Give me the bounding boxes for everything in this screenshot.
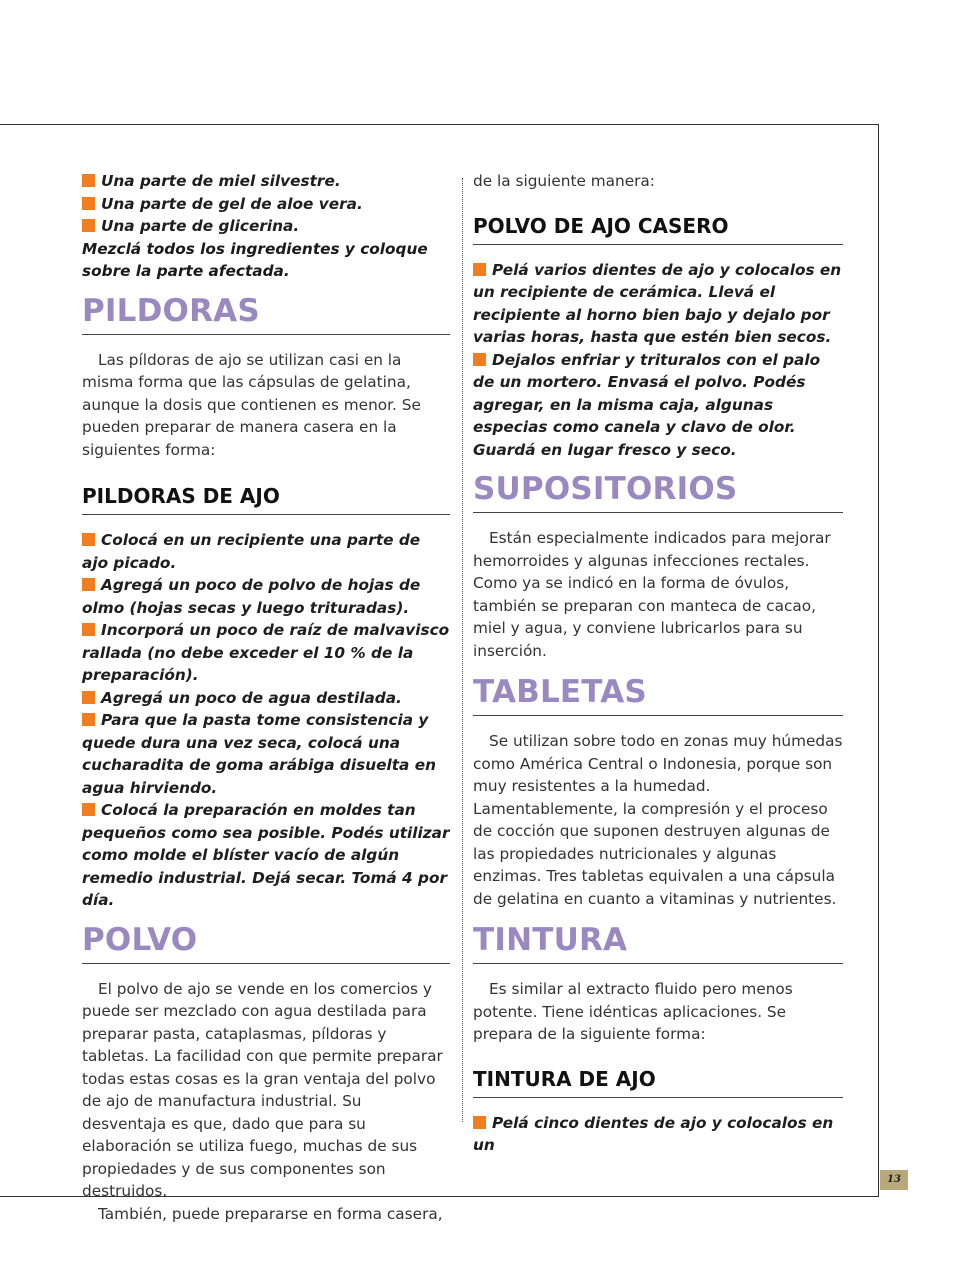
square-bullet-icon: [82, 578, 95, 591]
square-bullet-icon: [473, 353, 486, 366]
section-title-pildoras: PILDORAS: [82, 293, 450, 335]
subsection-title-tintura-de-ajo: TINTURA DE AJO: [473, 1066, 843, 1098]
continued-text: de la siguiente manera:: [473, 172, 655, 190]
list-item: Una parte de miel silvestre.: [82, 170, 450, 193]
list-item: Para que la pasta tome consistencia y quede dura una vez seca, colocá una cucharadita de goma arábiga disuelta en agua hirviendo.: [82, 711, 436, 797]
supositorios-paragraph: Están especialmente indicados para mejorar hemorroides y algunas infecciones rectales. Como ya se indicó en la forma de óvulos, también se preparan con manteca de cacao, miel y agua, y conviene lubricarlos para su inserción.: [473, 529, 831, 660]
square-bullet-icon: [82, 691, 95, 704]
pildoras-paragraph: Las píldoras de ajo se utilizan casi en la misma forma que las cápsulas de gelatina, aunque la dosis que contienen es menor. Se pueden preparar de manera casera en la siguientes forma:: [82, 350, 421, 459]
section-title-tintura: TINTURA: [473, 922, 843, 964]
page-number: 13: [880, 1170, 908, 1190]
right-column: [473, 170, 843, 1157]
square-bullet-icon: [82, 803, 95, 816]
subsection-title-pildoras-de-ajo: PILDORAS DE AJO: [82, 483, 450, 515]
square-bullet-icon: [82, 623, 95, 636]
square-bullet-icon: [82, 174, 95, 187]
list-item: Agregá un poco de agua destilada.: [82, 687, 450, 710]
polvo-paragraph: El polvo de ajo se vende en los comercios y puede ser mezclado con agua destilada para preparar pasta, cataplasmas, píldoras y tabletas. La facilidad con que permite preparar todas estas cosas es la gran ventaja del polvo de ajo de manufactura industrial. Su desventaja es que, dado que para su elaboración se utiliza fuego, muchas de sus propiedades y de sus componentes son destruidos.: [82, 979, 443, 1200]
list-item: Colocá la preparación en moldes tan pequeños como sea posible. Podés utilizar como molde el blíster vacío de algún remedio industrial. Dejá secar. Tomá 4 por día.: [82, 801, 450, 909]
square-bullet-icon: [82, 533, 95, 546]
square-bullet-icon: [82, 713, 95, 726]
square-bullet-icon: [473, 263, 486, 276]
pildoras-ajo-list: [82, 529, 450, 912]
square-bullet-icon: [82, 197, 95, 210]
list-item: Colocá en un recipiente una parte de ajo picado.: [82, 531, 421, 572]
tintura-paragraph: Es similar al extracto fluido pero menos potente. Tiene idénticas aplicaciones. Se prepara de la siguiente forma:: [473, 980, 793, 1043]
list-item: Incorporá un poco de raíz de malvavisco rallada (no debe exceder el 10 % de la preparación).: [82, 621, 450, 684]
intro-instruction: Mezclá todos los ingredientes y coloque sobre la parte afectada.: [82, 239, 428, 280]
square-bullet-icon: [473, 1116, 486, 1129]
list-item: Una parte de gel de aloe vera.: [82, 193, 450, 216]
tabletas-paragraph: Se utilizan sobre todo en zonas muy húmedas como América Central o Indonesia, porque son muy resistentes a la humedad. Lamentablemente, la compresión y el proceso de cocción que suponen destruyen algunas de las propiedades nutricionales y algunas enzimas. Tres tabletas equivalen a una cápsula de gelatina en cuanto a vitaminas y nutrientes.: [473, 732, 843, 908]
section-title-tabletas: TABLETAS: [473, 674, 843, 716]
subsection-title-polvo-de-ajo-casero: POLVO DE AJO CASERO: [473, 213, 843, 245]
left-column: [82, 170, 450, 1225]
tintura-ajo-list: [473, 1112, 843, 1157]
square-bullet-icon: [82, 219, 95, 232]
polvo-paragraph-continued: También, puede prepararse en forma casera,: [98, 1204, 443, 1223]
list-item: Una parte de glicerina.: [82, 215, 450, 238]
column-divider: [462, 178, 463, 1122]
section-title-supositorios: SUPOSITORIOS: [473, 471, 843, 513]
polvo-casero-list: [473, 259, 843, 462]
list-item: Agregá un poco de polvo de hojas de olmo (hojas secas y luego trituradas).: [82, 576, 421, 617]
list-item: Pelá varios dientes de ajo y colocalos en un recipiente de cerámica. Llevá el recipiente al horno bien bajo y dejalo por varias horas, hasta que estén bien secos.: [473, 260, 842, 346]
section-title-polvo: POLVO: [82, 922, 450, 964]
list-item: Dejalos enfriar y trituralos con el palo de un mortero. Envasá el polvo. Podés agregar, en la misma caja, algunas especias como canela y clavo de olor. Guardá en lugar fresco y seco.: [473, 350, 821, 459]
list-item: Pelá cinco dientes de ajo y colocalos en un: [473, 1113, 834, 1154]
